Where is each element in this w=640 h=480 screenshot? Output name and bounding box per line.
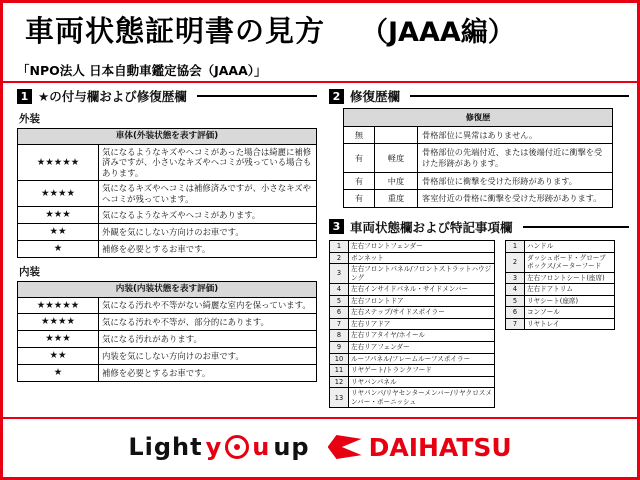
list-item <box>330 376 495 388</box>
interior-stars: ★★ <box>18 348 99 365</box>
part-name: ボンネット <box>349 252 495 264</box>
part-no: 8 <box>330 330 349 342</box>
list-item <box>330 284 495 296</box>
part-no: 10 <box>330 353 349 365</box>
list-item <box>330 342 495 354</box>
header-divider <box>3 81 637 83</box>
exterior-text: 外観を気にしない方向けのお車です。 <box>99 224 317 241</box>
interior-text: 気になる汚れがあります。 <box>99 331 317 348</box>
list-item <box>330 252 495 264</box>
list-item <box>330 295 495 307</box>
exterior-stars: ★★ <box>18 224 99 241</box>
part-name: 左右リアフェンダー <box>349 342 495 354</box>
repair-mark: 有 <box>344 172 375 190</box>
repair-mark: 有 <box>344 144 375 172</box>
logo-y-text: y <box>205 433 223 461</box>
list-item <box>506 318 615 330</box>
part-no: 2 <box>330 252 349 264</box>
list-item <box>506 272 615 284</box>
table-row <box>344 144 613 172</box>
subtitle: 「NPO法人 日本自動車鑑定協会（JAAA）」 <box>17 63 267 78</box>
part-no: 12 <box>330 376 349 388</box>
repair-history-header: 修復歴 <box>344 109 613 127</box>
part-name: ダッシュボード・グローブボックス/メーターフード <box>525 252 615 272</box>
table-row <box>18 365 317 382</box>
part-no: 4 <box>330 284 349 296</box>
section-2-number: 2 <box>329 89 344 104</box>
part-name: リヤパンパ/リヤセンターメンバー/リヤクロスメンバー・ボーニッシュ <box>349 388 495 408</box>
repair-level: 軽度 <box>375 144 418 172</box>
part-name: 左右ドアトリム <box>525 284 615 296</box>
light-you-up-logo <box>128 433 309 461</box>
exterior-text: 気になるようなキズやヘコミがあります。 <box>99 207 317 224</box>
table-row <box>18 331 317 348</box>
list-item <box>330 318 495 330</box>
interior-table-header: 内装(内装状態を表す評価) <box>18 281 317 297</box>
part-no: 3 <box>330 264 349 284</box>
list-item <box>506 252 615 272</box>
logo-u-text: u <box>252 433 271 461</box>
exterior-text: 気になるキズやヘコミは補修済みですが、小さなキズやヘコミが残っています。 <box>99 181 317 207</box>
table-row <box>18 240 317 257</box>
list-item <box>330 264 495 284</box>
interior-parts-table <box>505 240 615 331</box>
list-item <box>330 307 495 319</box>
part-no: 1 <box>506 240 525 252</box>
part-name: ハンドル <box>525 240 615 252</box>
exterior-stars: ★ <box>18 240 99 257</box>
part-no: 5 <box>506 295 525 307</box>
part-name: 左右フロントドア <box>349 295 495 307</box>
right-column <box>329 87 629 408</box>
section-3-header <box>329 218 629 236</box>
exterior-label: 外装 <box>19 113 40 125</box>
part-no: 1 <box>330 240 349 252</box>
part-no: 3 <box>506 272 525 284</box>
list-item <box>330 388 495 408</box>
section-1-number: 1 <box>17 89 32 104</box>
part-name: リヤゲート/トランクフード <box>349 365 495 377</box>
footer <box>3 417 637 477</box>
part-no: 9 <box>330 342 349 354</box>
repair-mark: 有 <box>344 190 375 208</box>
logo-up-text: up <box>273 433 310 461</box>
part-name: 左右フロントフェンダー <box>349 240 495 252</box>
list-item <box>330 353 495 365</box>
table-row <box>18 207 317 224</box>
daihatsu-logo <box>328 433 512 462</box>
exterior-text: 気になるようなキズやヘコミがあった場合は綺麗に補修済みですが、小さいなキズやヘコミが残っている場合もあります。 <box>99 144 317 181</box>
repair-text: 客室付近の骨格に衝撃を受けた形跡があります。 <box>418 190 613 208</box>
table-row <box>18 348 317 365</box>
list-item <box>506 295 615 307</box>
part-no: 5 <box>330 295 349 307</box>
part-name: 左右フロントシート(座席) <box>525 272 615 284</box>
list-item <box>330 330 495 342</box>
table-row <box>18 224 317 241</box>
part-name: 左右インサイドパネル・サイドメンバー <box>349 284 495 296</box>
interior-stars: ★★★ <box>18 331 99 348</box>
part-name: 左右リアドア <box>349 318 495 330</box>
repair-text: 骨格部位の先端付近、または後端付近に衝撃を受けた形跡があります。 <box>418 144 613 172</box>
list-item <box>330 365 495 377</box>
repair-mark: 無 <box>344 126 375 144</box>
part-name: リヤシート(座席) <box>525 295 615 307</box>
table-row <box>18 181 317 207</box>
section-1-title: ★の付与欄および修復歴欄 <box>38 89 187 104</box>
table-row <box>344 172 613 190</box>
interior-text: 気になる汚れや不等がない綺麗な室内を保っています。 <box>99 297 317 314</box>
table-row <box>344 126 613 144</box>
interior-table <box>17 281 317 382</box>
exterior-stars: ★★★★★ <box>18 144 99 181</box>
list-item <box>506 284 615 296</box>
section-2-rule <box>410 95 629 97</box>
daihatsu-brand-text: DAIHATSU <box>368 432 512 462</box>
part-no: 11 <box>330 365 349 377</box>
part-name: リヤトレイ <box>525 318 615 330</box>
exterior-text: 補修を必要とするお車です。 <box>99 240 317 257</box>
repair-level <box>375 126 418 144</box>
repair-level: 重度 <box>375 190 418 208</box>
part-no: 13 <box>330 388 349 408</box>
table-row <box>18 297 317 314</box>
interior-text: 補修を必要とするお車です。 <box>99 365 317 382</box>
repair-level: 中度 <box>375 172 418 190</box>
exterior-stars: ★★★★ <box>18 181 99 207</box>
table-row <box>18 144 317 181</box>
part-name: リヤバンパネル <box>349 376 495 388</box>
interior-text: 内装を気にしない方向けのお車です。 <box>99 348 317 365</box>
table-row <box>344 190 613 208</box>
daihatsu-mark-icon <box>328 435 362 459</box>
part-no: 6 <box>330 307 349 319</box>
part-name: 左右フロントパネル/フロントストラットハウジング <box>349 264 495 284</box>
table-row <box>18 314 317 331</box>
page-title: 車両状態証明書の見方 <box>25 13 326 48</box>
part-no: 4 <box>506 284 525 296</box>
list-item <box>506 307 615 319</box>
exterior-table <box>17 128 317 258</box>
title-bar <box>3 3 637 55</box>
part-name: 左右リアタイヤ/ホイール <box>349 330 495 342</box>
section-2-header <box>329 87 629 105</box>
section-1-header <box>17 87 317 105</box>
interior-label: 内装 <box>19 265 40 278</box>
part-no: 7 <box>506 318 525 330</box>
repair-text: 骨格部位に異常はありません。 <box>418 126 613 144</box>
section-3-rule <box>523 226 629 228</box>
interior-stars: ★★★★★ <box>18 297 99 314</box>
part-name: コンソール <box>525 307 615 319</box>
exterior-parts-table <box>329 240 495 408</box>
list-item <box>506 240 615 252</box>
section-3-number: 3 <box>329 219 344 234</box>
logo-o-icon <box>225 435 249 459</box>
section-3-title: 車両状態欄および特記事項欄 <box>350 219 513 235</box>
parts-lists <box>329 240 629 408</box>
part-name: 左右ステップ/サイドスポイラー <box>349 307 495 319</box>
interior-stars: ★ <box>18 365 99 382</box>
interior-text: 気になる汚れや不等が、部分的にあります。 <box>99 314 317 331</box>
left-column <box>17 87 317 382</box>
exterior-table-header: 車体(外装状態を表す評価) <box>18 129 317 145</box>
section-1-rule <box>197 95 317 97</box>
part-name: ルーフパネル/フレームルーフスポイラー <box>349 353 495 365</box>
section-2-title: 修復歴欄 <box>350 89 401 104</box>
exterior-stars: ★★★ <box>18 207 99 224</box>
logo-light-text: Light <box>128 433 203 461</box>
interior-stars: ★★★★ <box>18 314 99 331</box>
part-no: 2 <box>506 252 525 272</box>
repair-history-table <box>343 108 613 208</box>
part-no: 6 <box>506 307 525 319</box>
part-no: 7 <box>330 318 349 330</box>
page-title-suffix: （JAAA編） <box>361 16 515 48</box>
repair-text: 骨格部位に衝撃を受けた形跡があります。 <box>418 172 613 190</box>
list-item <box>330 240 495 252</box>
